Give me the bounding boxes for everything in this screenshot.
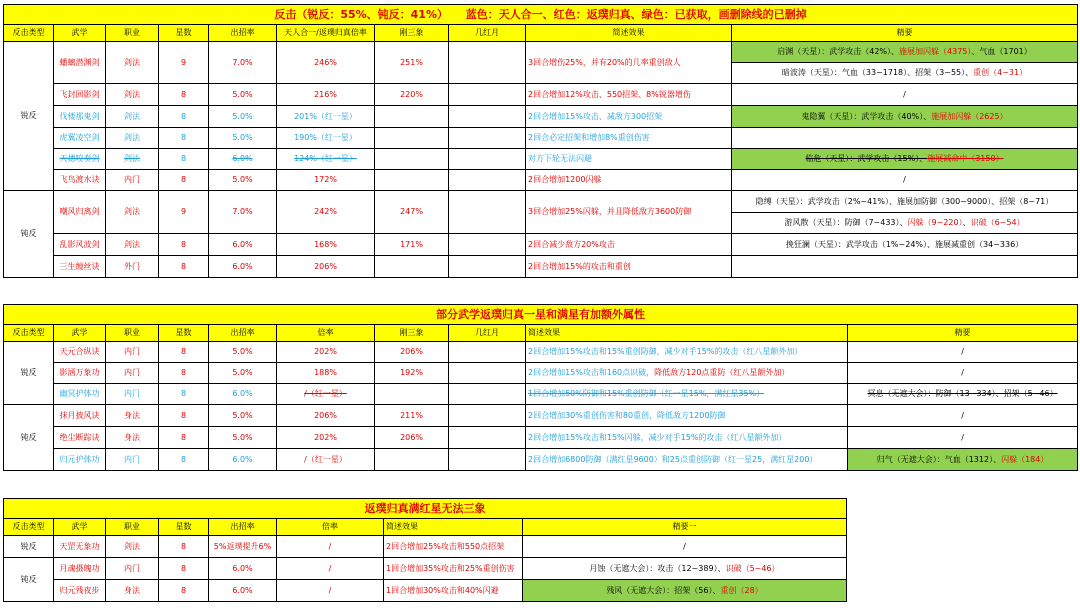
table-row: [4, 170, 1078, 191]
skill-gang: [375, 106, 449, 128]
col-header: 反击类型: [4, 325, 54, 342]
essence-cell: /: [848, 342, 1078, 363]
skill-mult: /: [277, 536, 384, 558]
skill-effect: 2回合增加12%攻击、550招架、8%锐器增伤: [526, 84, 732, 106]
skill-job: 身法: [106, 405, 159, 427]
essence-cell: /: [732, 84, 1078, 106]
skill-effect: 2回合增加15%的攻击和重创: [526, 256, 732, 278]
col-header: 武学: [54, 519, 106, 536]
skill-rate: 7.0%: [209, 191, 277, 234]
skill-rate: 6.0%: [209, 149, 277, 170]
skill-job: 内门: [106, 170, 159, 191]
skill-rate: 6.0%: [209, 558, 277, 580]
table-row: [4, 536, 847, 558]
col-header: 出招率: [209, 325, 277, 342]
skill-job: 身法: [106, 427, 159, 449]
essence-cell: /: [848, 405, 1078, 427]
table-row: [4, 42, 1078, 63]
skill-job: 外门: [106, 256, 159, 278]
table-row: [4, 256, 1078, 278]
col-header: 武学: [54, 25, 106, 42]
group-label: 锐反: [4, 42, 54, 191]
table-row: [4, 427, 1078, 449]
skill-effect: 2回合增加30%重创伤害和80重创，降低敌方1200防御: [526, 405, 848, 427]
skill-mult: 168%: [277, 234, 375, 256]
col-header: 精要一: [523, 519, 847, 536]
skill-effect: 对方下轮无法闪避: [526, 149, 732, 170]
title-counter-rates: 反击（锐反：55%、钝反：41%）: [274, 7, 448, 21]
essence-cell: /: [732, 170, 1078, 191]
skill-mult: 202%: [277, 342, 375, 363]
skill-mult: 206%: [277, 256, 375, 278]
table-row: [4, 128, 1078, 149]
skill-star: 8: [159, 128, 209, 149]
skill-mult: 202%: [277, 427, 375, 449]
skill-ji: [449, 363, 526, 384]
skill-star: 9: [159, 42, 209, 84]
skill-name: 伐楼那鬼剑: [54, 106, 106, 128]
col-header: 星数: [159, 325, 209, 342]
skill-job: 内门: [106, 342, 159, 363]
skill-job: 剑法: [106, 191, 159, 234]
skill-mult: /（红一星）: [277, 449, 375, 471]
skill-ji: [449, 342, 526, 363]
essence-cell: 归气（无遮大会）：气血（1312）、闪躲（184）: [848, 449, 1078, 471]
skill-effect: 2回合增加25%攻击和550点招架: [384, 536, 523, 558]
skill-effect: 3回合增加25%闪躲，并且降低敌方3600防御: [526, 191, 732, 234]
header-row: [4, 519, 847, 536]
group-label: 锐反: [4, 342, 54, 405]
group-label: 锐反: [4, 536, 54, 558]
title-legend: 蓝色：天人合一、红色：返璞归真、绿色：已获取，画删除线的已删掉: [465, 7, 807, 21]
essence-cell: 隐缚（天星）：武学攻击（2%~41%）、施展加防御（300~9000）、招架（8~71）: [732, 191, 1078, 213]
skill-star: 8: [159, 405, 209, 427]
skill-mult: /: [277, 580, 384, 602]
skill-name: 乱影风波剑: [54, 234, 106, 256]
col-header: 出招率: [209, 25, 277, 42]
skill-rate: 5.0%: [209, 342, 277, 363]
skill-effect: 3回合增伤25%，并有20%的几率重创敌人: [526, 42, 732, 84]
skill-effect: 2回合增加15%攻击和15%重创防御，减少对手15%的攻击（红八星额外加）: [526, 342, 848, 363]
skill-rate: 5.0%: [209, 363, 277, 384]
table-1-title: [4, 5, 1078, 25]
skill-star: 8: [159, 106, 209, 128]
skill-name: 飞封回影剑: [54, 84, 106, 106]
col-header: 倍率: [277, 519, 384, 536]
skill-effect: 2回合增加15%攻击、减敌方300招架: [526, 106, 732, 128]
skill-gang: [375, 128, 449, 149]
skill-name: 月魂摄魄功: [54, 558, 106, 580]
skill-effect: 2回合增加6800防御（满红星9600）和25点重创防御（红一星25，满红星200）: [526, 449, 848, 471]
table-row: [4, 106, 1078, 128]
skill-gang: [375, 149, 449, 170]
skill-rate: 7.0%: [209, 42, 277, 84]
counter-table-3: [3, 498, 847, 602]
essence-cell: 临危（天星）：武学攻击（15%）、施展减命中（3150）: [732, 149, 1078, 170]
col-header: 反击类型: [4, 25, 54, 42]
skill-star: 8: [159, 449, 209, 471]
essence-cell: [732, 128, 1078, 149]
skill-job: 身法: [106, 580, 159, 602]
skill-mult: 242%: [277, 191, 375, 234]
skill-mult: 206%: [277, 405, 375, 427]
skill-gang: 220%: [375, 84, 449, 106]
col-header: 职业: [106, 325, 159, 342]
skill-effect: 2回合必定招架和增加8%重创伤害: [526, 128, 732, 149]
skill-star: 8: [159, 342, 209, 363]
skill-ji: [449, 106, 526, 128]
skill-rate: 5.0%: [209, 405, 277, 427]
skill-ji: [449, 405, 526, 427]
col-header: 倍率: [277, 325, 375, 342]
skill-rate: 6.0%: [209, 384, 277, 405]
skill-effect: 1回合增加50%防御和15%重创防御（红一星15%，满红星35%）: [526, 384, 848, 405]
essence-cell: 游风散（天星）：防御（7~433）、闪躲（9~220）、识破（6~54）: [732, 213, 1078, 234]
skill-ji: [449, 149, 526, 170]
skill-ji: [449, 191, 526, 234]
skill-rate: 5.0%: [209, 106, 277, 128]
skill-effect: 2回合增加15%攻击和160点识破，降低敌方120点重防（红八星额外加）: [526, 363, 848, 384]
skill-star: 8: [159, 384, 209, 405]
table-row: [4, 449, 1078, 471]
skill-gang: 206%: [375, 342, 449, 363]
skill-job: 内门: [106, 363, 159, 384]
skill-job: 剑法: [106, 84, 159, 106]
skill-mult: 190%（红一星）: [277, 128, 375, 149]
col-header: 职业: [106, 25, 159, 42]
skill-ji: [449, 256, 526, 278]
skill-star: 8: [159, 558, 209, 580]
col-header: 简述效果: [384, 519, 523, 536]
skill-star: 8: [159, 363, 209, 384]
essence-cell: 残风（无遮大会）：招架（56）、重创（28）: [523, 580, 847, 602]
col-header: 星数: [159, 25, 209, 42]
skill-ji: [449, 84, 526, 106]
table-row: [4, 384, 1078, 405]
skill-gang: [375, 384, 449, 405]
counter-table-1: [3, 4, 1078, 278]
skill-job: 剑法: [106, 128, 159, 149]
essence-cell: 启渊（天星）：武学攻击（42%）、施展加闪躲（4375）、气血（1701）: [732, 42, 1078, 63]
skill-rate: 6.0%: [209, 449, 277, 471]
skill-star: 9: [159, 191, 209, 234]
group-label: 钝反: [4, 405, 54, 471]
skill-rate: 5.0%: [209, 128, 277, 149]
skill-gang: [375, 449, 449, 471]
skill-gang: 211%: [375, 405, 449, 427]
skill-rate: 6.0%: [209, 256, 277, 278]
skill-job: 剑法: [106, 234, 159, 256]
skill-ji: [449, 234, 526, 256]
col-header: 职业: [106, 519, 159, 536]
skill-gang: [375, 170, 449, 191]
group-label: 钝反: [4, 191, 54, 278]
essence-cell: 挽狂澜（天星）：武学攻击（1%~24%）、施展减重创（34~336）: [732, 234, 1078, 256]
skill-job: 剑法: [106, 149, 159, 170]
col-header: 刚三象: [375, 25, 449, 42]
skill-mult: /（红一星）: [277, 384, 375, 405]
skill-gang: 206%: [375, 427, 449, 449]
skill-star: 8: [159, 580, 209, 602]
header-row: [4, 25, 1078, 42]
essence-cell: 鬼隐翼（天星）：武学攻击（40%）、施展加闪躲（2625）: [732, 106, 1078, 128]
skill-name: 飞鸟渡水诀: [54, 170, 106, 191]
col-header: 精要: [848, 325, 1078, 342]
skill-job: 剑法: [106, 42, 159, 84]
skill-job: 内门: [106, 449, 159, 471]
essence-cell: 冥息（无遮大会）：防御（13~334）、招架（5~46）: [848, 384, 1078, 405]
skill-name: 绝尘断踪诀: [54, 427, 106, 449]
col-header: 几红月: [449, 25, 526, 42]
skill-gang: 171%: [375, 234, 449, 256]
col-header: 简述效果: [526, 325, 848, 342]
skill-name: 蟠螭潜渊剑: [54, 42, 106, 84]
table-row: [4, 191, 1078, 213]
table-row: [4, 558, 847, 580]
skill-effect: 2回合减少敌方20%攻击: [526, 234, 732, 256]
skill-star: 8: [159, 427, 209, 449]
col-header: 反击类型: [4, 519, 54, 536]
skill-name: 三生缠丝诀: [54, 256, 106, 278]
essence-cell: /: [523, 536, 847, 558]
table-3-title: 返璞归真满红星无法三象: [4, 499, 847, 519]
col-header: 天人合一/返璞归真倍率: [277, 25, 375, 42]
skill-effect: 1回合增加35%攻击和25%重创伤害: [384, 558, 523, 580]
essence-cell: /: [848, 363, 1078, 384]
skill-mult: 188%: [277, 363, 375, 384]
skill-name: 抹月披风诀: [54, 405, 106, 427]
skill-mult: /: [277, 558, 384, 580]
skill-name: 归元残夜步: [54, 580, 106, 602]
skill-rate: 6.0%: [209, 580, 277, 602]
skill-gang: 251%: [375, 42, 449, 84]
skill-gang: 192%: [375, 363, 449, 384]
essence-cell: [732, 256, 1078, 278]
skill-star: 8: [159, 234, 209, 256]
skill-rate: 5%返璞提升6%: [209, 536, 277, 558]
skill-name: 虎翼凌空剑: [54, 128, 106, 149]
skill-name: 嘲风归离剑: [54, 191, 106, 234]
skill-star: 8: [159, 84, 209, 106]
skill-ji: [449, 128, 526, 149]
skill-star: 8: [159, 536, 209, 558]
skill-effect: 2回合增加15%攻击和15%闪躲，减少对手15%的攻击（红八星额外加）: [526, 427, 848, 449]
table-row: [4, 342, 1078, 363]
skill-mult: 124%（红一星）: [277, 149, 375, 170]
skill-name: 天穗咬奏剑: [54, 149, 106, 170]
skill-mult: 246%: [277, 42, 375, 84]
table-row: [4, 234, 1078, 256]
skill-job: 剑法: [106, 106, 159, 128]
skill-ji: [449, 427, 526, 449]
col-header: 几红月: [449, 325, 526, 342]
skill-effect: 1回合增加30%攻击和40%闪避: [384, 580, 523, 602]
skill-ji: [449, 449, 526, 471]
skill-mult: 216%: [277, 84, 375, 106]
essence-cell: 月蚀（无遮大会）：攻击（12~389）、识破（5~46）: [523, 558, 847, 580]
skill-name: 幽冥护体功: [54, 384, 106, 405]
skill-name: 归元护体功: [54, 449, 106, 471]
skill-rate: 5.0%: [209, 427, 277, 449]
skill-job: 剑法: [106, 536, 159, 558]
skill-gang: 247%: [375, 191, 449, 234]
col-header: 星数: [159, 519, 209, 536]
skill-name: 影涵万象功: [54, 363, 106, 384]
col-header: 出招率: [209, 519, 277, 536]
skill-star: 8: [159, 170, 209, 191]
col-header: 刚三象: [375, 325, 449, 342]
table-row: [4, 84, 1078, 106]
table-row: [4, 580, 847, 602]
skill-name: 天罡无象功: [54, 536, 106, 558]
col-header: 武学: [54, 325, 106, 342]
skill-star: 8: [159, 256, 209, 278]
skill-rate: 5.0%: [209, 84, 277, 106]
skill-job: 内门: [106, 384, 159, 405]
skill-name: 天元合纵诀: [54, 342, 106, 363]
skill-rate: 5.0%: [209, 170, 277, 191]
skill-job: 内门: [106, 558, 159, 580]
table-row: [4, 405, 1078, 427]
skill-ji: [449, 170, 526, 191]
skill-ji: [449, 384, 526, 405]
table-row: [4, 363, 1078, 384]
essence-cell: /: [848, 427, 1078, 449]
col-header: 简述效果: [526, 25, 732, 42]
skill-mult: 201%（红一星）: [277, 106, 375, 128]
counter-table-2: [3, 304, 1078, 471]
skill-mult: 172%: [277, 170, 375, 191]
essence-cell: 暗波涛（天星）：气血（33~1718）、招架（3~55）、重创（4~31）: [732, 63, 1078, 84]
header-row: [4, 325, 1078, 342]
skill-ji: [449, 42, 526, 84]
group-label: 钝反: [4, 558, 54, 602]
col-header: 精要: [732, 25, 1078, 42]
table-row: [4, 149, 1078, 170]
skill-effect: 2回合增加1200闪躲: [526, 170, 732, 191]
skill-star: 8: [159, 149, 209, 170]
table-2-title: 部分武学返璞归真一星和满星有加额外属性: [4, 305, 1078, 325]
skill-gang: [375, 256, 449, 278]
skill-rate: 6.0%: [209, 234, 277, 256]
